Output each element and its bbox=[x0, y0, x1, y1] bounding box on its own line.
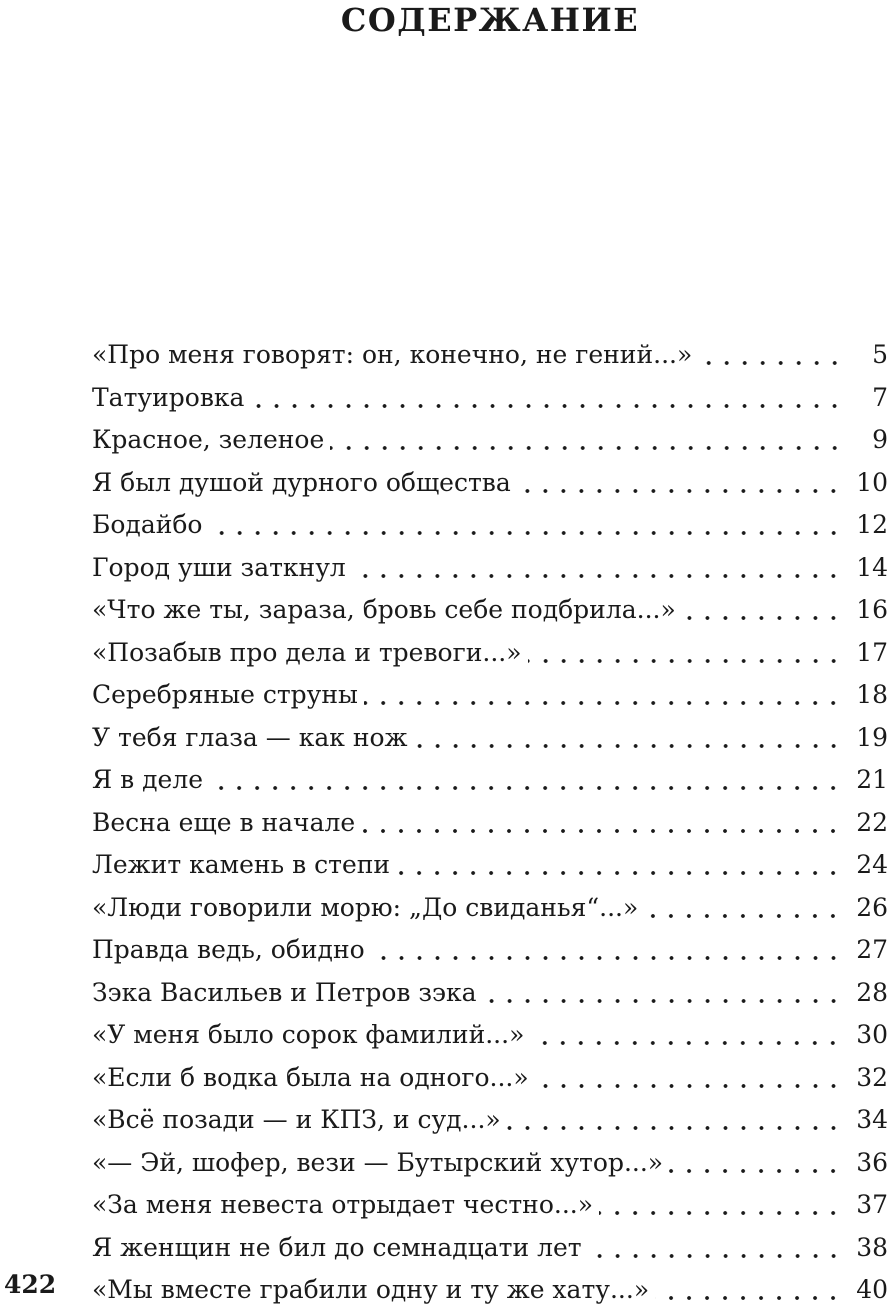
toc-entry-title: «Если б водка была на одного...» bbox=[92, 1062, 529, 1092]
toc-entry-page: 18 bbox=[856, 680, 888, 709]
dot-leader bbox=[361, 827, 842, 835]
toc-entry[interactable] bbox=[92, 1058, 888, 1101]
toc-entry-title: Я в деле bbox=[92, 765, 204, 794]
toc-entry-page: 38 bbox=[856, 1232, 888, 1262]
toc-entry-page: 19 bbox=[856, 722, 888, 752]
dot-leader bbox=[588, 1252, 843, 1260]
dot-leader bbox=[698, 359, 844, 367]
dot-leader bbox=[371, 954, 843, 962]
toc-entry[interactable] bbox=[92, 590, 888, 633]
dot-leader bbox=[599, 1209, 842, 1217]
dot-leader bbox=[483, 997, 843, 1005]
toc-entry[interactable] bbox=[92, 335, 888, 378]
dot-leader bbox=[682, 614, 842, 622]
toc-entry-page: 28 bbox=[856, 977, 888, 1007]
toc-entry[interactable] bbox=[92, 420, 888, 463]
toc-entry-title: «У меня было сорок фамилий...» bbox=[92, 1020, 525, 1049]
dot-leader bbox=[396, 869, 842, 877]
toc-entry-title: Красное, зеленое bbox=[92, 425, 325, 454]
toc-entry-page: 17 bbox=[856, 637, 888, 667]
toc-entry-title: Лежит камень в степи bbox=[92, 850, 391, 879]
dot-leader bbox=[209, 529, 843, 537]
toc-entry[interactable] bbox=[92, 845, 888, 888]
toc-entry-title: Татуировка bbox=[92, 382, 245, 412]
toc-entry-title: Весна еще в начале bbox=[92, 807, 356, 837]
toc-entry[interactable] bbox=[92, 718, 888, 761]
toc-entry[interactable] bbox=[92, 888, 888, 931]
dot-leader bbox=[535, 1082, 843, 1090]
toc-entry-title: «За меня невеста отрыдает честно...» bbox=[92, 1190, 594, 1219]
toc-entry[interactable] bbox=[92, 675, 888, 718]
toc-entry-title: Серебряные струны bbox=[92, 680, 358, 709]
dot-leader bbox=[644, 912, 842, 920]
toc-entry-page: 34 bbox=[856, 1105, 888, 1134]
toc-entry-title: «Про меня говорят: он, конечно, не гений...» bbox=[92, 340, 693, 369]
toc-entry-page: 16 bbox=[856, 595, 888, 624]
toc-entry-page: 36 bbox=[856, 1147, 888, 1177]
dot-leader bbox=[414, 742, 843, 750]
toc-entry[interactable] bbox=[92, 973, 888, 1016]
toc-entry-page: 32 bbox=[856, 1062, 888, 1092]
toc-entry[interactable] bbox=[92, 463, 888, 506]
dot-leader bbox=[352, 572, 842, 580]
toc-entry-title: «Что же ты, зараза, бровь себе подбрила...» bbox=[92, 595, 676, 624]
toc-entry[interactable] bbox=[92, 1143, 888, 1186]
toc-entry-page: 10 bbox=[856, 467, 888, 497]
toc-entry-page: 40 bbox=[856, 1275, 888, 1304]
toc-entry-page: 21 bbox=[856, 765, 888, 794]
toc-entry[interactable] bbox=[92, 760, 888, 803]
dot-leader bbox=[517, 487, 842, 495]
page-title: СОДЕРЖАНИЕ bbox=[340, 1, 640, 39]
toc-entry[interactable] bbox=[92, 633, 888, 676]
page-number: 422 bbox=[4, 1270, 57, 1299]
toc-entry-title: «— Эй, шофер, вези — Бутырский хутор...» bbox=[92, 1147, 664, 1177]
dot-leader bbox=[250, 402, 844, 410]
toc-entry[interactable] bbox=[92, 1100, 888, 1143]
toc-entry[interactable] bbox=[92, 378, 888, 421]
toc-entry-title: Я женщин не бил до семнадцати лет bbox=[92, 1232, 582, 1262]
toc-entry-page: 22 bbox=[856, 807, 888, 837]
dot-leader bbox=[507, 1124, 842, 1132]
toc-entry-title: Город уши заткнул bbox=[92, 552, 346, 582]
dot-leader bbox=[209, 784, 842, 792]
dot-leader bbox=[330, 444, 844, 452]
toc-entry-page: 14 bbox=[856, 552, 888, 582]
toc-entry-title: Правда ведь, обидно bbox=[92, 935, 365, 964]
toc-entry[interactable] bbox=[92, 1185, 888, 1228]
toc-entry[interactable] bbox=[92, 803, 888, 846]
toc-entry-page: 5 bbox=[872, 340, 888, 369]
toc-entry-title: Бодайбо bbox=[92, 510, 203, 539]
toc-entry-page: 30 bbox=[856, 1020, 888, 1049]
toc-entry[interactable] bbox=[92, 1270, 888, 1313]
dot-leader bbox=[530, 1039, 842, 1047]
toc-entry-title: Я был душой дурного общества bbox=[92, 467, 511, 497]
toc-entry-page: 26 bbox=[856, 892, 888, 922]
toc-entry-title: Зэка Васильев и Петров зэка bbox=[92, 977, 477, 1007]
toc-entry-title: У тебя глаза — как нож bbox=[92, 722, 408, 752]
dot-leader bbox=[655, 1294, 842, 1302]
table-of-contents bbox=[92, 335, 888, 1313]
toc-entry-title: «Позабыв про дела и тревоги...» bbox=[92, 637, 522, 667]
toc-entry-page: 7 bbox=[872, 382, 888, 412]
toc-entry[interactable] bbox=[92, 1015, 888, 1058]
toc-entry-page: 27 bbox=[856, 935, 888, 964]
toc-entry-page: 9 bbox=[872, 425, 888, 454]
toc-entry-page: 37 bbox=[856, 1190, 888, 1219]
dot-leader bbox=[669, 1167, 842, 1175]
toc-entry-page: 12 bbox=[856, 510, 888, 539]
dot-leader bbox=[528, 657, 843, 665]
dot-leader bbox=[364, 699, 842, 707]
toc-entry-title: «Мы вместе грабили одну и ту же хату...» bbox=[92, 1275, 650, 1304]
toc-entry[interactable] bbox=[92, 930, 888, 973]
toc-entry[interactable] bbox=[92, 548, 888, 591]
toc-entry-page: 24 bbox=[856, 850, 888, 879]
toc-entry-title: «Люди говорили морю: „До свиданья“...» bbox=[92, 892, 639, 922]
toc-entry-title: «Всё позади — и КПЗ, и суд...» bbox=[92, 1105, 501, 1134]
toc-entry[interactable] bbox=[92, 1228, 888, 1271]
toc-entry[interactable] bbox=[92, 505, 888, 548]
